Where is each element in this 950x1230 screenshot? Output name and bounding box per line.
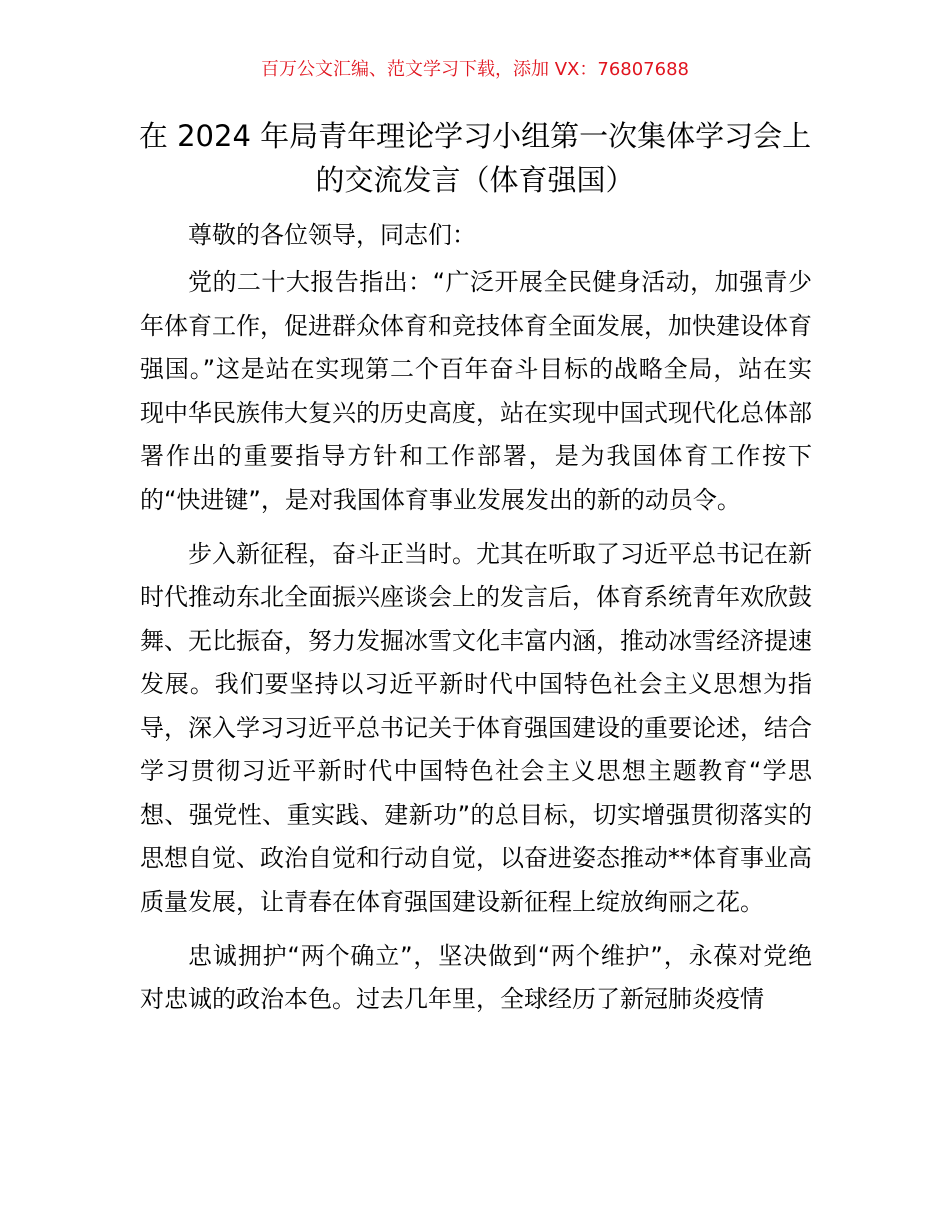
paragraph: 党的二十大报告指出：“广泛开展全民健身活动，加强青少年体育工作，促进群众体育和竞技体育全面发展，加快建设体育强国。”这是站在实现第二个百年奋斗目标的战略全局，站在实现中华民族伟大复兴的历史高度，站在实现中国式现代化总体部署作出的重要指导方针和工作部署，是为我国体育工作按下的“快进键”，是对我国体育事业发展发出的新的动员令。	[140, 268, 812, 514]
page-title: 在 2024 年局青年理论学习小组第一次集体学习会上的交流发言（体育强国）	[138, 119, 812, 197]
document-body	[140, 214, 812, 1032]
header-banner: 百万公文汇编、范文学习下载，添加 VX：76807688	[261, 59, 689, 80]
paragraph: 忠诚拥护“两个确立”，坚决做到“两个维护”，永葆对党绝对忠诚的政治本色。过去几年里，全球经历了新冠肺炎疫情	[140, 941, 812, 1013]
paragraph: 步入新征程，奋斗正当时。尤其在听取了习近平总书记在新时代推动东北全面振兴座谈会上的发言后，体育系统青年欢欣鼓舞、无比振奋，努力发掘冰雪文化丰富内涵，推动冰雪经济提速发展。我们要坚持以习近平新时代中国特色社会主义思想为指导，深入学习习近平总书记关于体育强国建设的重要论述，结合学习贯彻习近平新时代中国特色社会主义思想主题教育“学思想、强党性、重实践、建新功”的总目标，切实增强贯彻落实的思想自觉、政治自觉和行动自觉，以奋进姿态推动**体育事业高质量发展，让青春在体育强国建设新征程上绽放绚丽之花。	[140, 539, 812, 916]
greeting: 尊敬的各位领导，同志们：	[188, 221, 476, 249]
